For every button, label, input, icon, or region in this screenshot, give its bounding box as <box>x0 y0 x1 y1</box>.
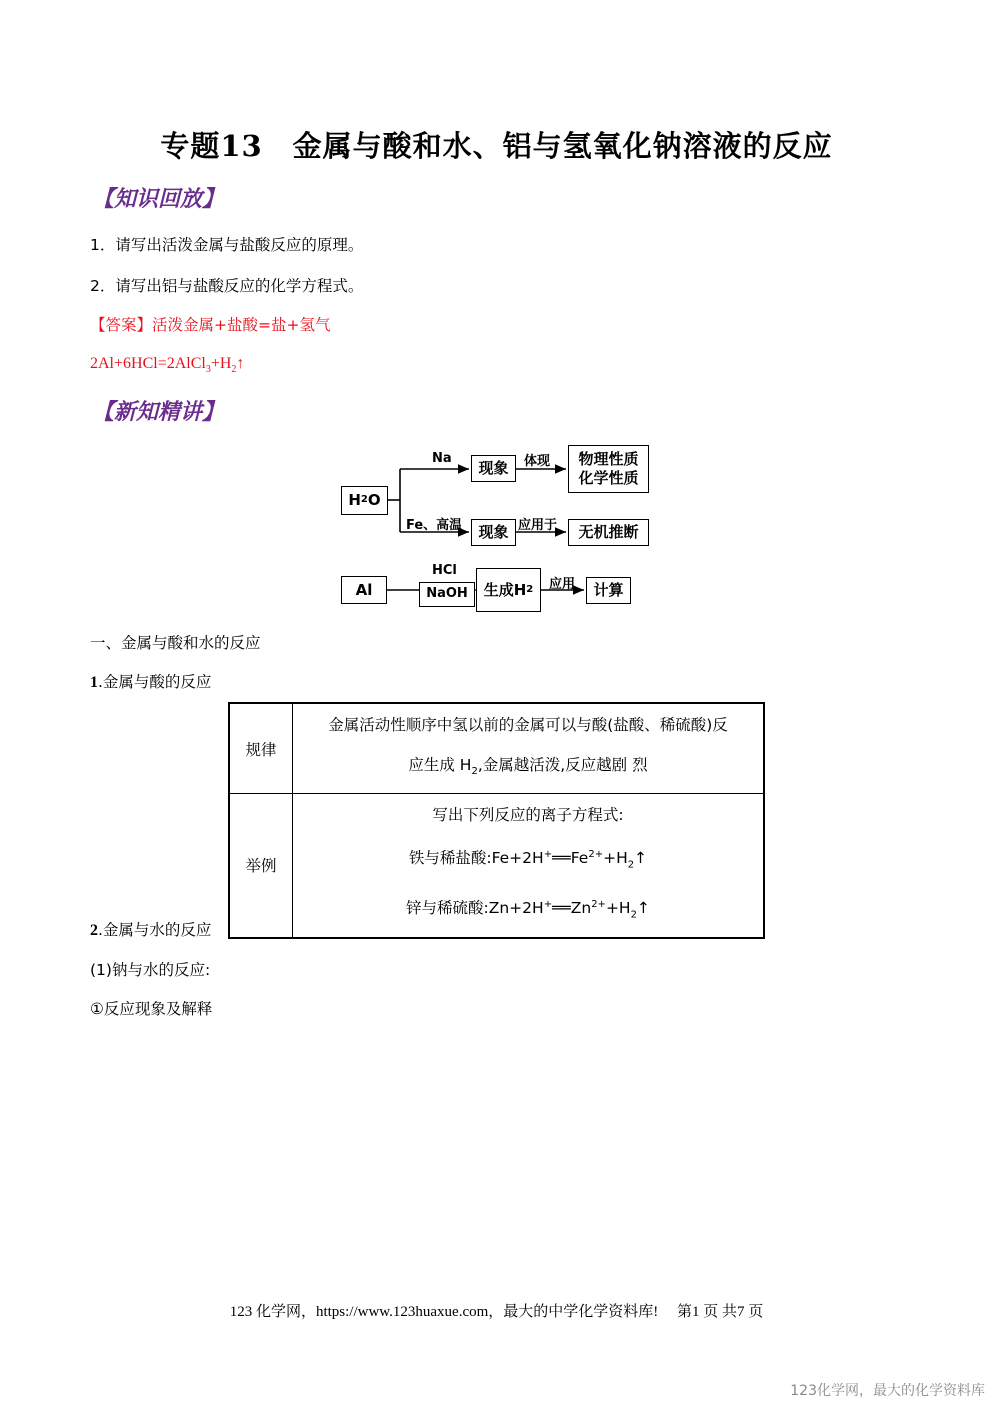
example-content-cell <box>293 794 765 938</box>
page-title: 专题13 金属与酸和水、铝与氢氧化钠溶液的反应 <box>160 129 833 163</box>
fe-high-temp-label: Fe、高温 <box>406 518 463 533</box>
table-row <box>229 703 764 794</box>
inorganic-inference-box: 无机推断 <box>568 519 649 546</box>
calculation-box: 计算 <box>586 577 631 604</box>
watermark: 123化学网，最大的化学资料库 <box>790 1383 985 1399</box>
page-footer: 123 化学网，https://www.123huaxue.com，最大的中学化学资料库! 第1 页 共7 页 <box>229 1304 764 1320</box>
na-label: Na <box>432 451 452 466</box>
example-label-cell: 举例 <box>229 794 293 938</box>
example-intro: 写出下列反应的离子方程式: <box>432 806 624 825</box>
example-zinc: 锌与稀硫酸$:Zn+2H^+══Zn^{2+}+H_2↑$ <box>406 899 650 921</box>
chemical-properties: 化学性质 <box>578 469 639 487</box>
rule-line-2: 应生成 $H_2$,金属越活泼,反应越剧 烈 <box>408 756 648 778</box>
question-2: 2．请写出铝与盐酸反应的化学方程式。 <box>90 277 364 295</box>
phenomenon-box-2: 现象 <box>471 519 516 546</box>
rule-line-1: 金属活动性顺序中氢以前的金属可以与酸(盐酸、稀硫酸)反 <box>328 716 728 734</box>
question-1: 1．请写出活泼金属与盐酸反应的原理。 <box>90 236 364 254</box>
physical-properties: 物理性质 <box>578 450 639 469</box>
subheading-metal-acid: 1.金属与酸的反应 <box>90 673 212 691</box>
h2o-box: H 2 O <box>341 486 388 515</box>
example-iron: 铁与稀盐酸$:Fe+2H^+══Fe^{2+}+H_2↑$ <box>408 849 648 871</box>
hcl-label: HCl <box>432 563 457 578</box>
rule-content-cell <box>293 703 765 794</box>
section-review-heading: 【知识回放】 <box>92 186 225 212</box>
answer-text: 活泼金属+盐酸=盐+氢气 <box>152 316 331 334</box>
reflect-label: 体现 <box>524 454 551 469</box>
naoh-box: NaOH <box>419 582 475 607</box>
answer-equation: $2Al+6HCl=2AlCl_3+H_2↑$ <box>90 355 245 376</box>
phenomenon-explanation-item: ①反应现象及解释 <box>90 1000 213 1018</box>
sodium-water-item: (1)钠与水的反应: <box>90 961 211 979</box>
section-new-heading: 【新知精讲】 <box>92 399 225 425</box>
properties-box <box>568 445 649 493</box>
answer-tag: 【答案】 <box>90 316 153 334</box>
generate-h2-box: 生成H 2 <box>476 568 541 612</box>
heading-metal-acid-water: 一、金属与酸和水的反应 <box>90 634 261 652</box>
subheading-metal-water: 2.金属与水的反应 <box>90 921 212 939</box>
apply-to-label: 应用于 <box>518 518 558 533</box>
rule-label-cell: 规律 <box>229 703 293 794</box>
al-box: Al <box>341 576 387 604</box>
phenomenon-box-1: 现象 <box>471 455 516 482</box>
table-row <box>229 794 764 938</box>
rules-table <box>228 702 765 939</box>
apply-label: 应用 <box>549 577 576 592</box>
